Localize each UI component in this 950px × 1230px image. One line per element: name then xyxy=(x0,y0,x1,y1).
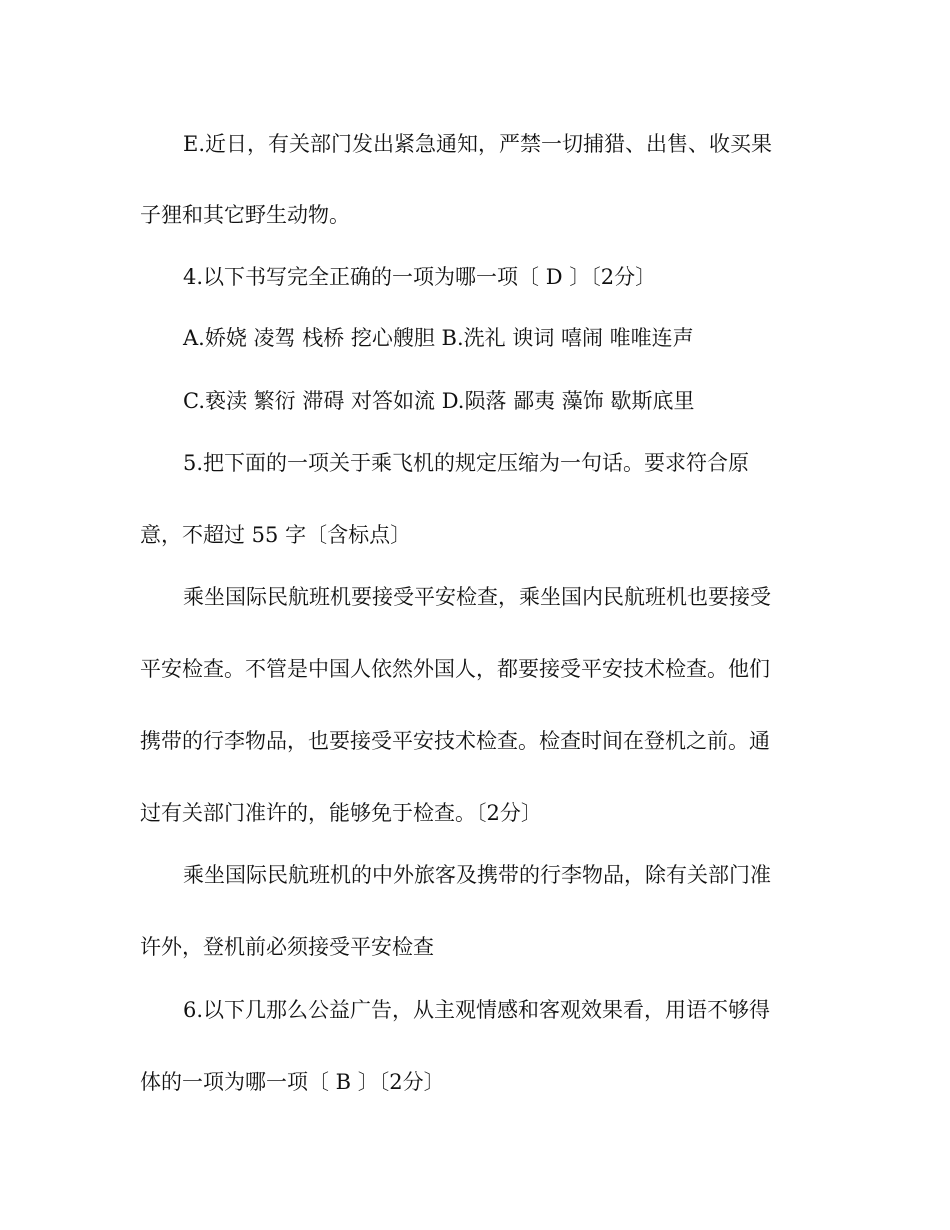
question-5-answer-line-2: 许外，登机前必须接受平安检查 xyxy=(140,935,434,959)
question-4-options-cd: C.亵渎 繁衍 滞碍 对答如流 D.陨落 鄙夷 藻饰 歇斯底里 xyxy=(183,389,695,413)
question-5-passage-line-4: 过有关部门准许的，能够免于检查。〔2分〕 xyxy=(140,801,542,825)
option-e-line-2: 子狸和其它野生动物。 xyxy=(140,203,350,227)
question-4-options-ab: A.娇娆 凌驾 栈桥 挖心艘胆 B.洗礼 谀词 嘻闹 唯唯连声 xyxy=(183,326,694,350)
question-6-prompt-line-2: 体的一项为哪一项〔 B 〕〔2分〕 xyxy=(140,1070,445,1094)
question-6-prompt-line-1: 6.以下几那么公益广告，从主观情感和客观效果看，用语不够得 xyxy=(183,998,771,1022)
question-4-prompt: 4.以下书写完全正确的一项为哪一项〔 D 〕〔2分〕 xyxy=(183,265,657,289)
question-5-prompt-line-1: 5.把下面的一项关于乘飞机的规定压缩为一句话。要求符合原 xyxy=(183,451,750,475)
question-5-answer-line-1: 乘坐国际民航班机的中外旅客及携带的行李物品，除有关部门准 xyxy=(183,863,771,887)
question-5-passage-line-1: 乘坐国际民航班机要接受平安检查，乘坐国内民航班机也要接受 xyxy=(183,585,771,609)
question-5-passage-line-2: 平安检查。不管是中国人依然外国人，都要接受平安技术检查。他们 xyxy=(140,657,770,681)
question-5-prompt-line-2: 意，不超过 55 字〔含标点〕 xyxy=(140,523,412,547)
question-5-passage-line-3: 携带的行李物品，也要接受平安技术检查。检查时间在登机之前。通 xyxy=(140,729,770,753)
option-e-line-1: E.近日，有关部门发出紧急通知，严禁一切捕猎、出售、收买果 xyxy=(183,132,773,156)
